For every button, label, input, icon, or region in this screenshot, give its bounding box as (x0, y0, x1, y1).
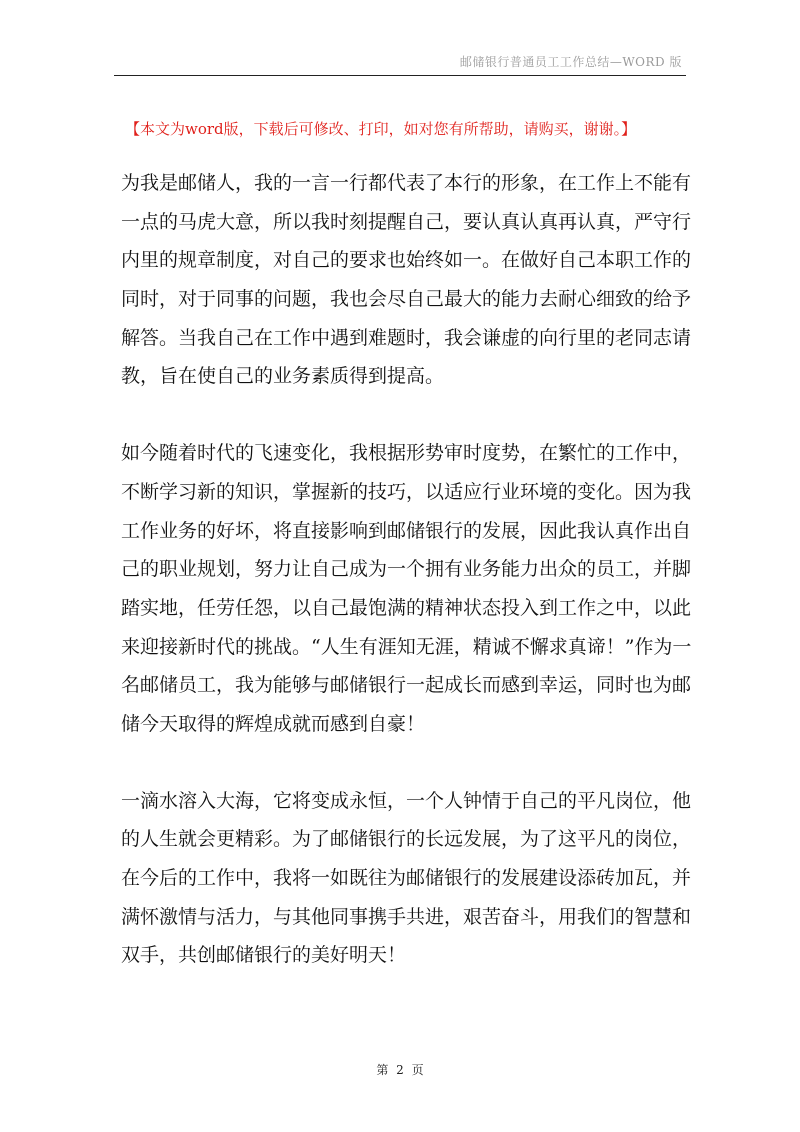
purchase-notice: 【本文为word版，下载后可修改、打印，如对您有所帮助，请购买，谢谢。】 (125, 120, 637, 138)
page-suffix: 页 (411, 1063, 424, 1077)
text-line: 己的职业规划，努力让自己成为一个拥有业务能力出众的员工，并脚 (121, 558, 692, 581)
text-line: 名邮储员工，我为能够与邮储银行一起成长而感到幸运，同时也为邮 (121, 674, 692, 697)
text-line: 内里的规章制度，对自己的要求也始终如一。在做好自己本职工作的 (121, 249, 692, 272)
text-line: 储今天取得的辉煌成就而感到自豪！ (121, 712, 426, 735)
page-prefix: 第 (376, 1063, 389, 1077)
text-line: 满怀激情与活力，与其他同事携手共进，艰苦奋斗，用我们的智慧和 (121, 905, 692, 928)
text-line: 同时，对于同事的问题，我也会尽自己最大的能力去耐心细致的给予 (121, 288, 692, 311)
text-line: 不断学习新的知识，掌握新的技巧，以适应行业环境的变化。因为我 (121, 480, 692, 503)
text-line: 如今随着时代的飞速变化，我根据形势审时度势，在繁忙的工作中， (121, 442, 692, 465)
text-line: 一滴水溶入大海，它将变成永恒，一个人钟情于自己的平凡岗位，他 (121, 789, 692, 812)
paragraph-1 (121, 164, 692, 396)
text-line: 的人生就会更精彩。为了邮储银行的长远发展，为了这平凡的岗位， (121, 828, 692, 851)
text-line: 双手，共创邮储银行的美好明天！ (121, 944, 407, 967)
running-header-title: 邮储银行普通员工工作总结—WORD 版 (459, 55, 682, 69)
page-number: 2 (396, 1063, 404, 1077)
text-line: 教，旨在使自己的业务素质得到提高。 (121, 365, 445, 388)
paragraph-2 (121, 434, 692, 744)
text-line: 来迎接新时代的挑战。“人生有涯知无涯，精诚不懈求真谛！”作为一 (121, 635, 692, 658)
page-footer (0, 1061, 800, 1078)
text-line: 解答。当我自己在工作中遇到难题时，我会谦虚的向行里的老同志请 (121, 326, 692, 349)
text-line: 为我是邮储人，我的一言一行都代表了本行的形象，在工作上不能有 (121, 172, 692, 194)
header-divider (114, 75, 686, 76)
text-line: 在今后的工作中，我将一如既往为邮储银行的发展建设添砖加瓦，并 (121, 867, 692, 889)
paragraph-3 (121, 782, 692, 975)
text-line: 工作业务的好坏，将直接影响到邮储银行的发展，因此我认真作出自 (121, 519, 692, 542)
text-line: 踏实地，任劳任怨，以自己最饱满的精神状态投入到工作之中，以此 (121, 596, 692, 619)
document-body (121, 164, 692, 1013)
text-line: 一点的马虎大意，所以我时刻提醒自己，要认真认真再认真，严守行 (121, 210, 692, 233)
